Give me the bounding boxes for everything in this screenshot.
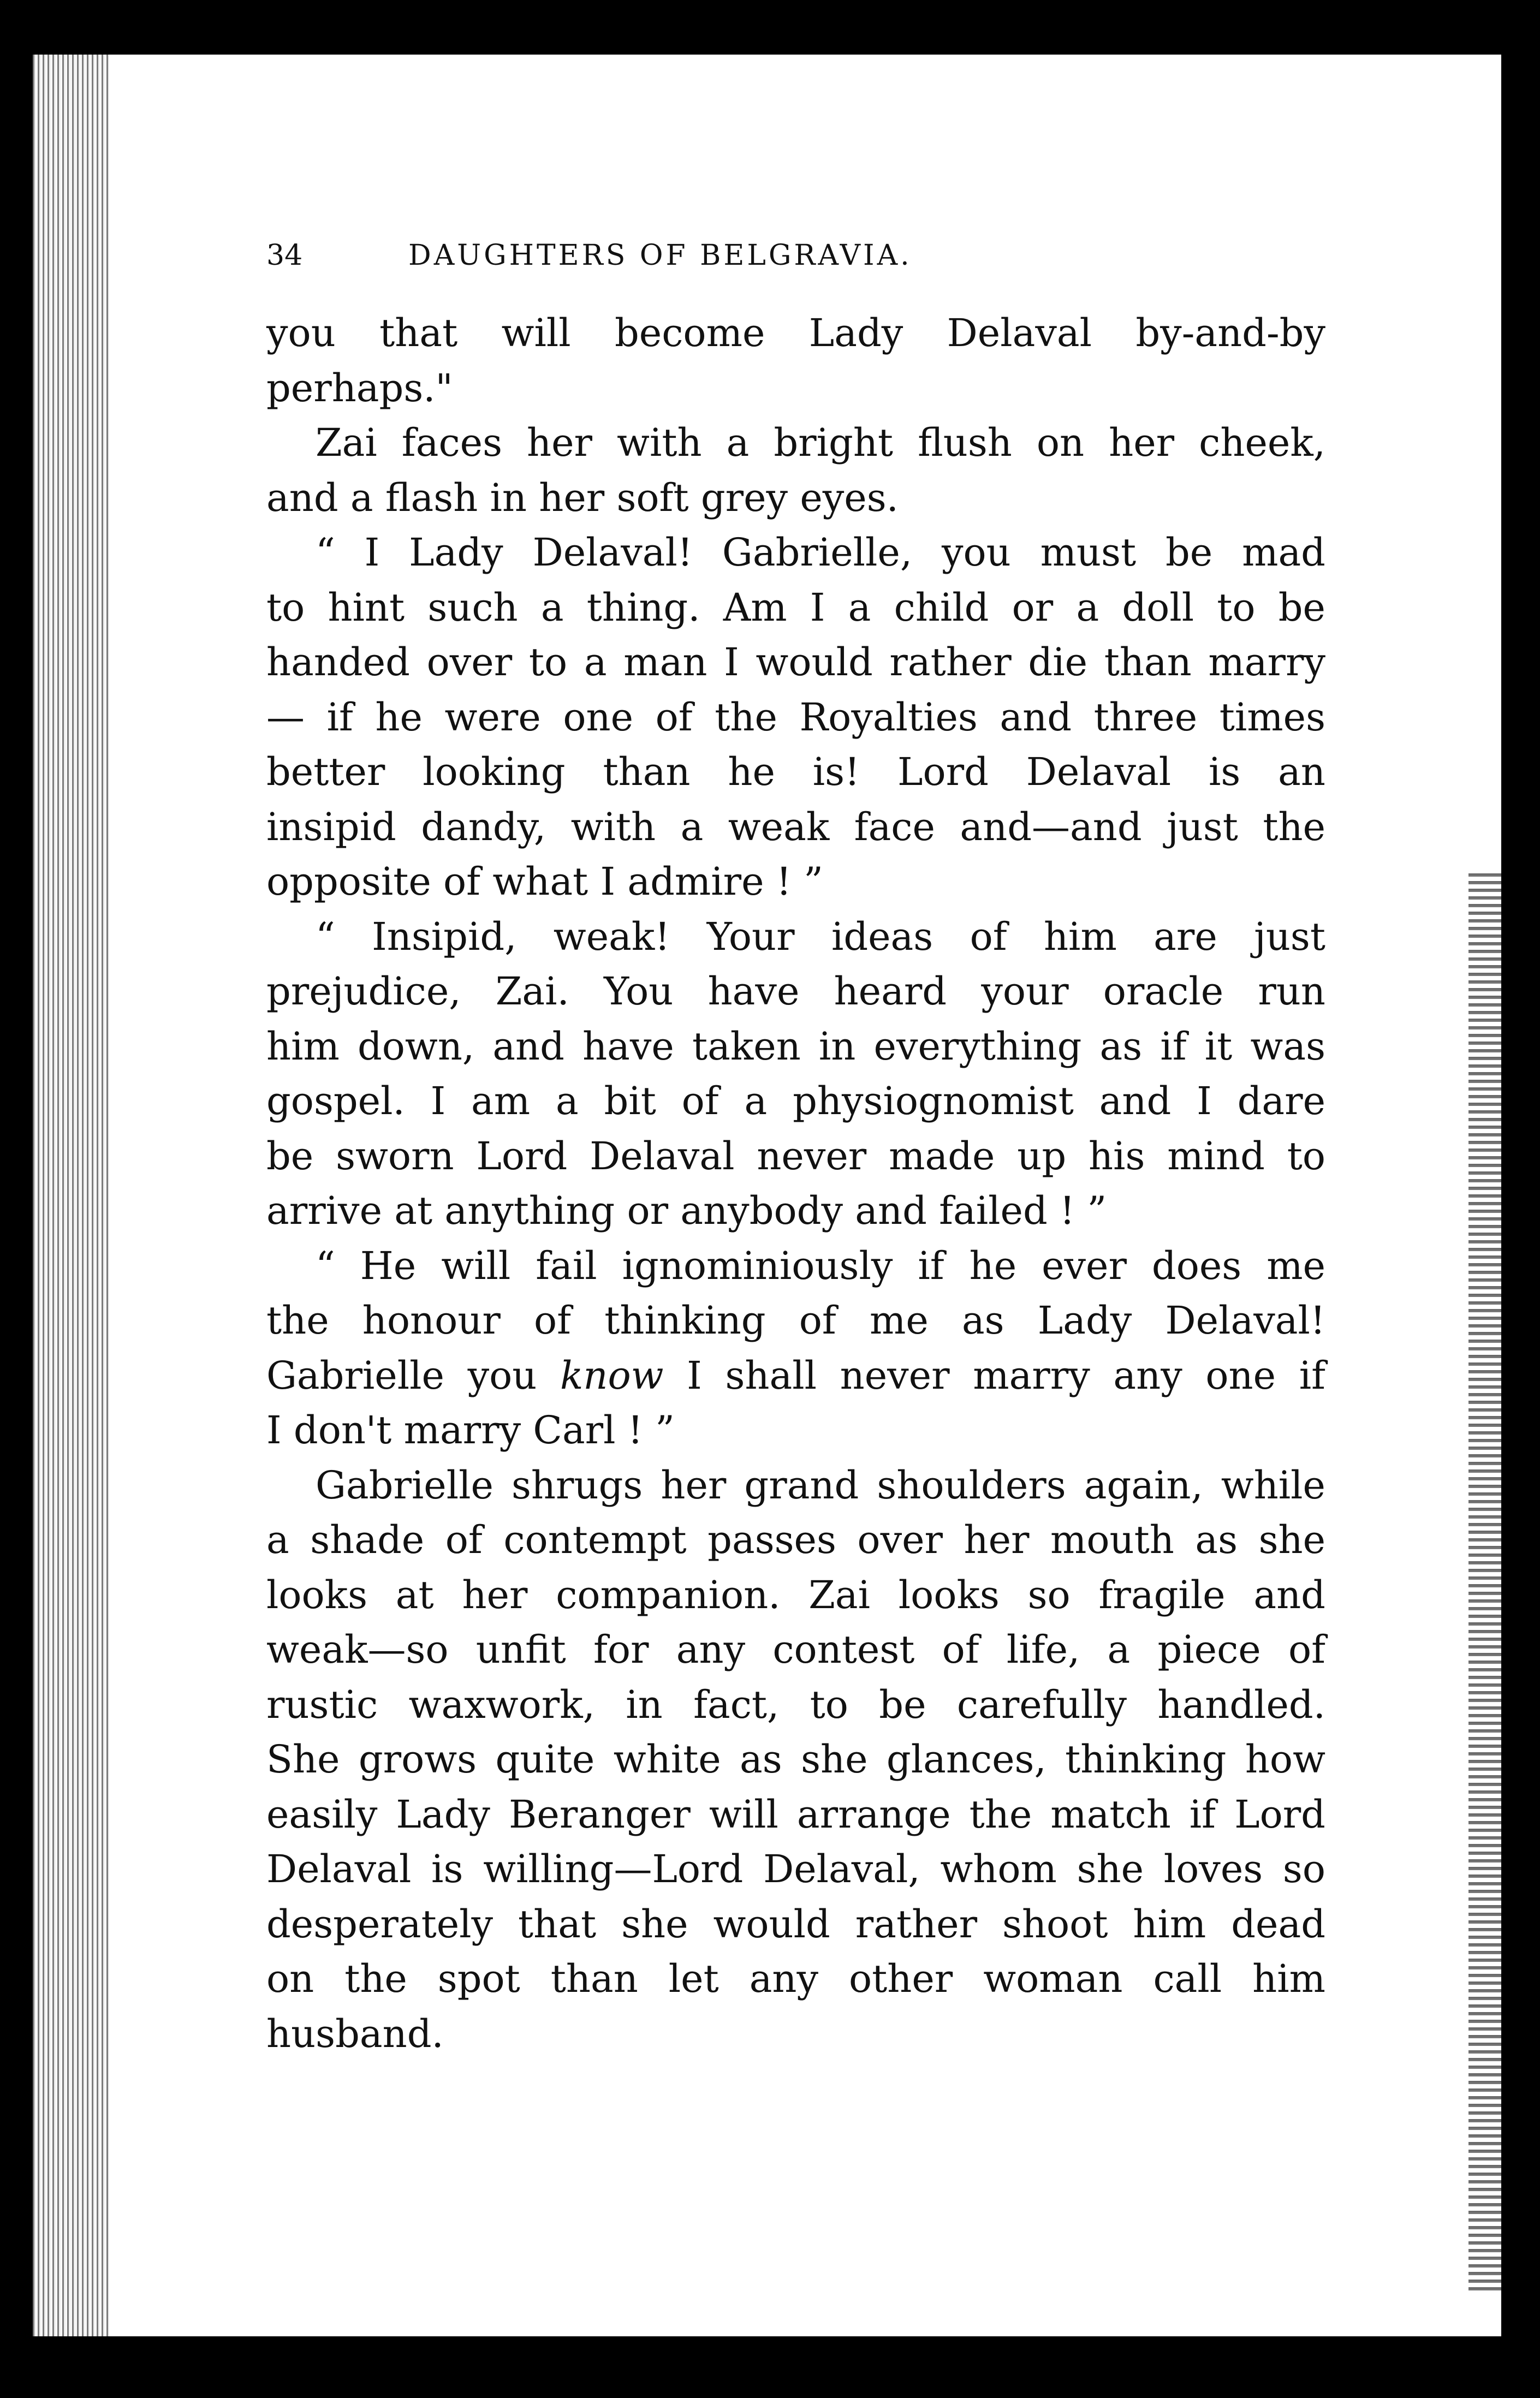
text-line: rustic waxwork, in fact, to be carefully handled. <box>266 1682 1325 1727</box>
text-line: better looking than he is! Lord Delaval is an <box>266 749 1325 794</box>
text-line: I don't marry Carl ! ” <box>266 1408 675 1453</box>
text-line-with-italic <box>266 1348 1325 1403</box>
text-line: easily Lady Beranger will arrange the match if Lord <box>266 1792 1325 1837</box>
italic-word: know <box>560 1353 664 1398</box>
text-segment: I shall never marry any one if <box>663 1353 1325 1398</box>
text-line: weak—so unfit for any contest of life, a piece of <box>266 1627 1325 1672</box>
text-line: She grows quite white as she glances, thinking how <box>266 1737 1325 1782</box>
text-line: to hint such a thing. Am I a child or a doll to be <box>266 585 1325 630</box>
running-title: DAUGHTERS OF BELGRAVIA. <box>408 239 912 272</box>
text-line: perhaps." <box>266 365 453 410</box>
text-line: a shade of contempt passes over her mouth as she <box>266 1518 1325 1562</box>
text-line: — if he were one of the Royalties and three times <box>266 694 1325 740</box>
text-line: Delaval is willing—Lord Delaval, whom she loves so <box>266 1847 1325 1891</box>
page-number: 34 <box>266 239 303 272</box>
paragraph-start-line: “ I Lady Delaval! Gabrielle, you must be mad <box>316 530 1325 575</box>
paragraph-start-line: “ He will fail ignominiously if he ever does me <box>316 1243 1325 1288</box>
paragraph-start-line: “ Insipid, weak! Your ideas of him are just <box>316 914 1325 959</box>
text-line: and a flash in her soft grey eyes. <box>266 475 899 520</box>
text-line: husband. <box>266 2011 444 2056</box>
body-text <box>266 306 1325 2061</box>
book-spine-shadow <box>33 55 109 2336</box>
paragraph-start-line: Zai faces her with a bright flush on her cheek, <box>316 420 1325 465</box>
text-line: prejudice, Zai. You have heard your oracle run <box>266 969 1325 1014</box>
text-line: be sworn Lord Delaval never made up his mind to <box>266 1133 1325 1179</box>
paragraph-start-line: Gabrielle shrugs her grand shoulders again, while <box>316 1462 1325 1508</box>
text-line: opposite of what I admire ! ” <box>266 859 823 904</box>
text-line: insipid dandy, with a weak face and—and just the <box>266 804 1325 849</box>
text-line: him down, and have taken in everything as if it was <box>266 1024 1325 1069</box>
text-line: you that will become Lady Delaval by-and-by <box>266 311 1325 355</box>
page-header <box>266 239 1315 272</box>
text-line: arrive at anything or anybody and failed ! ” <box>266 1188 1107 1233</box>
text-line: desperately that she would rather shoot him dead <box>266 1901 1325 1947</box>
text-line: gospel. I am a bit of a physiognomist and I dare <box>266 1079 1325 1123</box>
text-line: looks at her companion. Zai looks so fragile and <box>266 1572 1325 1617</box>
text-line: handed over to a man I would rather die than marry <box>266 640 1325 685</box>
page-edge-shadow <box>1468 873 1501 2293</box>
text-line: on the spot than let any other woman call him <box>266 1956 1325 2001</box>
text-line: the honour of thinking of me as Lady Delaval! <box>266 1298 1325 1343</box>
text-segment: Gabrielle you <box>266 1353 560 1398</box>
